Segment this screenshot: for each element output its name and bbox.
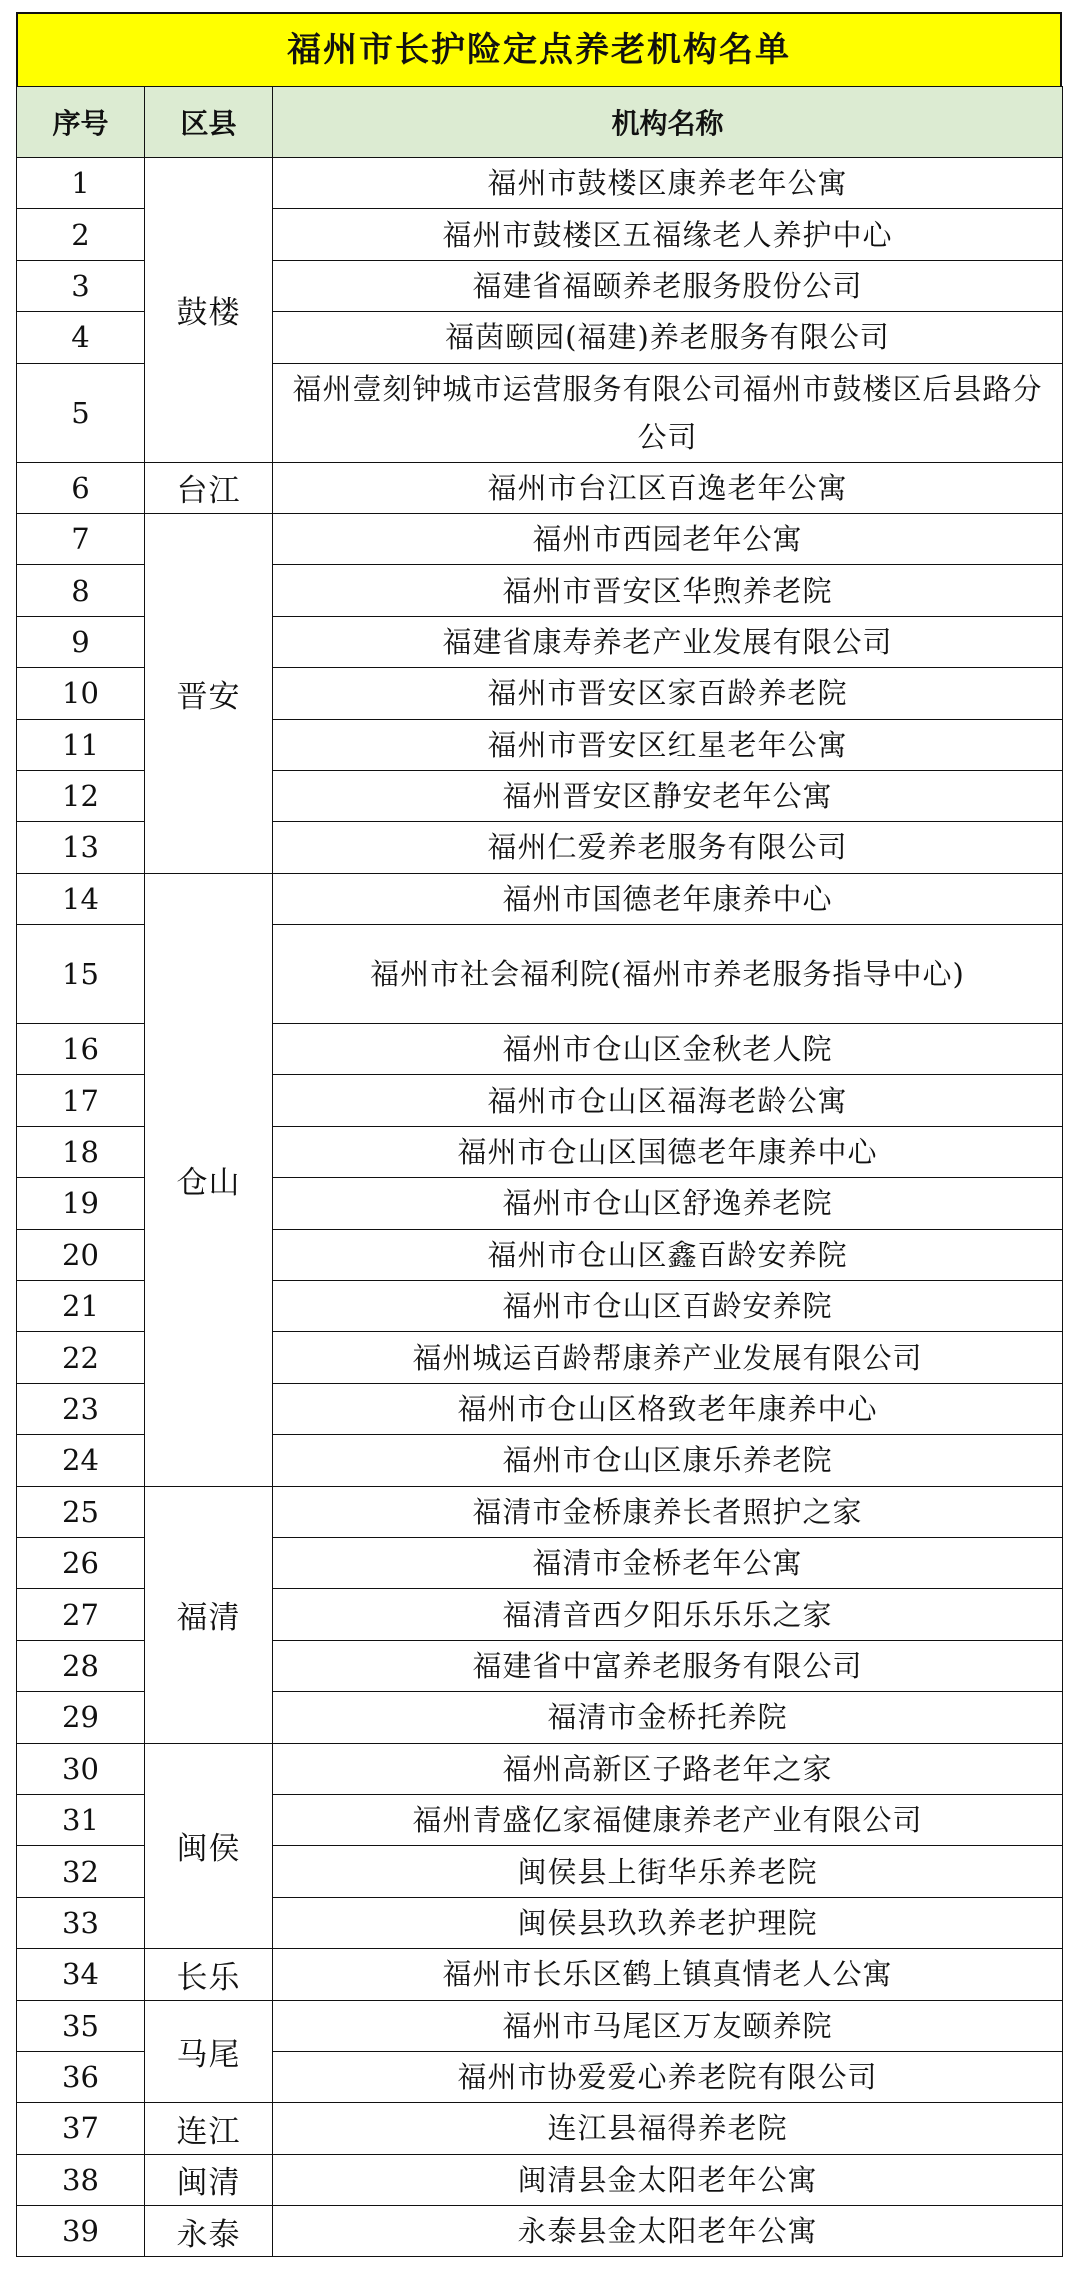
row-seq: 9 — [17, 616, 145, 667]
table-row — [17, 2000, 1063, 2051]
row-seq: 5 — [17, 363, 145, 462]
table-body — [17, 158, 1063, 2257]
row-seq: 2 — [17, 209, 145, 260]
row-institution-name: 福清市金桥老年公寓 — [273, 1537, 1063, 1588]
row-seq: 20 — [17, 1229, 145, 1280]
row-district: 福清 — [145, 1486, 273, 1743]
row-seq: 21 — [17, 1281, 145, 1332]
header-seq: 序号 — [17, 87, 145, 158]
row-seq: 31 — [17, 1794, 145, 1845]
row-seq: 39 — [17, 2206, 145, 2257]
row-seq: 26 — [17, 1537, 145, 1588]
row-seq: 6 — [17, 462, 145, 513]
row-institution-name: 福州市晋安区红星老年公寓 — [273, 719, 1063, 770]
row-seq: 15 — [17, 925, 145, 1024]
row-institution-name: 福州市协爱爱心养老院有限公司 — [273, 2051, 1063, 2102]
row-seq: 38 — [17, 2154, 145, 2205]
row-seq: 19 — [17, 1178, 145, 1229]
spreadsheet — [16, 12, 1062, 2257]
row-seq: 33 — [17, 1897, 145, 1948]
row-institution-name: 福州市仓山区格致老年康养中心 — [273, 1383, 1063, 1434]
row-seq: 7 — [17, 513, 145, 564]
row-institution-name: 福州城运百龄帮康养产业发展有限公司 — [273, 1332, 1063, 1383]
row-district: 闽侯 — [145, 1743, 273, 1949]
row-seq: 14 — [17, 873, 145, 924]
header-district: 区县 — [145, 87, 273, 158]
row-institution-name: 福州市晋安区华煦养老院 — [273, 565, 1063, 616]
row-district: 鼓楼 — [145, 158, 273, 463]
row-district: 晋安 — [145, 513, 273, 873]
row-seq: 24 — [17, 1435, 145, 1486]
row-seq: 8 — [17, 565, 145, 616]
row-institution-name: 福州市台江区百逸老年公寓 — [273, 462, 1063, 513]
row-institution-name: 福茵颐园(福建)养老服务有限公司 — [273, 312, 1063, 363]
row-institution-name: 连江县福得养老院 — [273, 2103, 1063, 2154]
table-row — [17, 1949, 1063, 2000]
row-institution-name: 福清市金桥托养院 — [273, 1692, 1063, 1743]
row-seq: 3 — [17, 260, 145, 311]
row-institution-name: 福建省福颐养老服务股份公司 — [273, 260, 1063, 311]
table-row — [17, 873, 1063, 924]
row-seq: 16 — [17, 1024, 145, 1075]
table-row — [17, 2206, 1063, 2257]
row-institution-name: 福州市马尾区万友颐养院 — [273, 2000, 1063, 2051]
institution-table — [16, 86, 1063, 2257]
row-institution-name: 永泰县金太阳老年公寓 — [273, 2206, 1063, 2257]
row-institution-name: 福清市金桥康养长者照护之家 — [273, 1486, 1063, 1537]
row-institution-name: 福州市社会福利院(福州市养老服务指导中心) — [273, 925, 1063, 1024]
row-seq: 30 — [17, 1743, 145, 1794]
row-institution-name: 福州市仓山区康乐养老院 — [273, 1435, 1063, 1486]
row-seq: 32 — [17, 1846, 145, 1897]
row-institution-name: 福州市长乐区鹤上镇真情老人公寓 — [273, 1949, 1063, 2000]
row-district: 台江 — [145, 462, 273, 513]
table-row — [17, 1486, 1063, 1537]
row-seq: 22 — [17, 1332, 145, 1383]
row-district: 永泰 — [145, 2206, 273, 2257]
table-row — [17, 1743, 1063, 1794]
row-seq: 23 — [17, 1383, 145, 1434]
row-institution-name: 福州市仓山区福海老龄公寓 — [273, 1075, 1063, 1126]
row-institution-name: 福州市国德老年康养中心 — [273, 873, 1063, 924]
row-institution-name: 福州仁爱养老服务有限公司 — [273, 822, 1063, 873]
row-district: 连江 — [145, 2103, 273, 2154]
row-seq: 11 — [17, 719, 145, 770]
row-seq: 12 — [17, 770, 145, 821]
row-institution-name: 闽侯县玖玖养老护理院 — [273, 1897, 1063, 1948]
row-seq: 34 — [17, 1949, 145, 2000]
page-title: 福州市长护险定点养老机构名单 — [16, 12, 1062, 86]
row-institution-name: 闽侯县上街华乐养老院 — [273, 1846, 1063, 1897]
table-row — [17, 158, 1063, 209]
row-seq: 37 — [17, 2103, 145, 2154]
header-name: 机构名称 — [273, 87, 1063, 158]
table-row — [17, 513, 1063, 564]
row-seq: 25 — [17, 1486, 145, 1537]
row-institution-name: 福清音西夕阳乐乐乐之家 — [273, 1589, 1063, 1640]
table-row — [17, 462, 1063, 513]
header-row — [17, 87, 1063, 158]
row-institution-name: 福建省康寿养老产业发展有限公司 — [273, 616, 1063, 667]
table-row — [17, 2154, 1063, 2205]
row-seq: 36 — [17, 2051, 145, 2102]
row-district: 长乐 — [145, 1949, 273, 2000]
row-seq: 35 — [17, 2000, 145, 2051]
row-district: 闽清 — [145, 2154, 273, 2205]
row-district: 马尾 — [145, 2000, 273, 2103]
row-institution-name: 福建省中富养老服务有限公司 — [273, 1640, 1063, 1691]
row-seq: 29 — [17, 1692, 145, 1743]
row-seq: 4 — [17, 312, 145, 363]
row-seq: 18 — [17, 1126, 145, 1177]
row-seq: 28 — [17, 1640, 145, 1691]
row-seq: 17 — [17, 1075, 145, 1126]
row-institution-name: 闽清县金太阳老年公寓 — [273, 2154, 1063, 2205]
row-institution-name: 福州市晋安区家百龄养老院 — [273, 668, 1063, 719]
row-institution-name: 福州高新区子路老年之家 — [273, 1743, 1063, 1794]
row-institution-name: 福州市仓山区国德老年康养中心 — [273, 1126, 1063, 1177]
row-institution-name: 福州市仓山区金秋老人院 — [273, 1024, 1063, 1075]
row-institution-name: 福州市仓山区舒逸养老院 — [273, 1178, 1063, 1229]
row-institution-name: 福州壹刻钟城市运营服务有限公司福州市鼓楼区后县路分公司 — [273, 363, 1063, 462]
row-seq: 1 — [17, 158, 145, 209]
row-seq: 27 — [17, 1589, 145, 1640]
row-institution-name: 福州市鼓楼区五福缘老人养护中心 — [273, 209, 1063, 260]
row-institution-name: 福州晋安区静安老年公寓 — [273, 770, 1063, 821]
row-institution-name: 福州市仓山区百龄安养院 — [273, 1281, 1063, 1332]
row-seq: 13 — [17, 822, 145, 873]
row-district: 仓山 — [145, 873, 273, 1486]
row-institution-name: 福州市鼓楼区康养老年公寓 — [273, 158, 1063, 209]
row-institution-name: 福州青盛亿家福健康养老产业有限公司 — [273, 1794, 1063, 1845]
table-row — [17, 2103, 1063, 2154]
row-institution-name: 福州市西园老年公寓 — [273, 513, 1063, 564]
row-institution-name: 福州市仓山区鑫百龄安养院 — [273, 1229, 1063, 1280]
row-seq: 10 — [17, 668, 145, 719]
